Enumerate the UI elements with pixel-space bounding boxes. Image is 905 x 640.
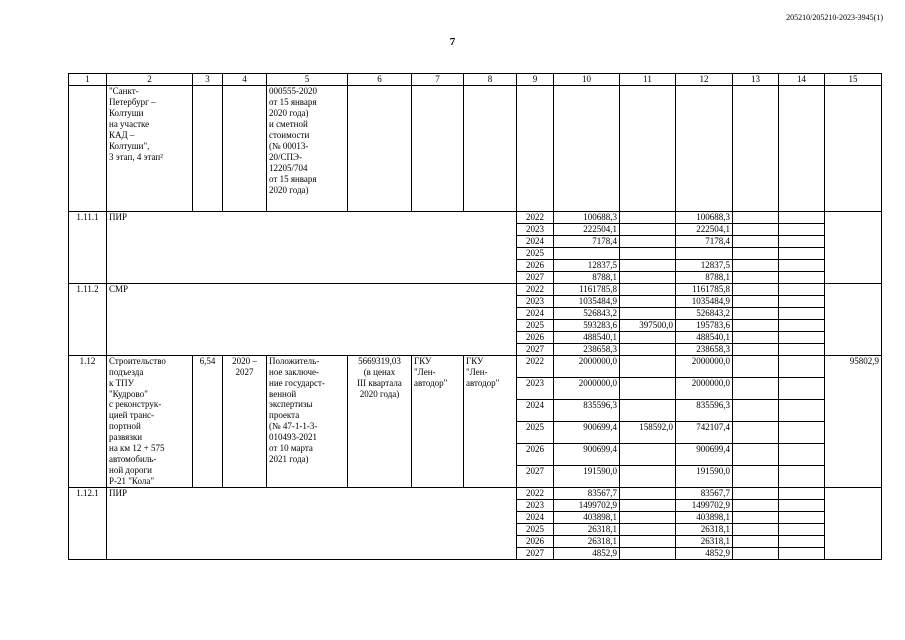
col13-value (733, 548, 779, 560)
federal-value (620, 223, 676, 235)
cont-cell-3 (193, 85, 223, 211)
federal-value (620, 211, 676, 223)
col14-value (779, 536, 825, 548)
total-value: 26318,1 (554, 536, 620, 548)
col14-value (779, 235, 825, 247)
total-value: 2000000,0 (554, 377, 620, 399)
column-header: 6 (348, 74, 412, 86)
item-name: Строительство подъезда к ТПУ "Кудрово" с реконструк- цией транс- портной развязки на км 12 + 575 автомобиль- ной дороги Р-21 "Кола" (107, 355, 193, 488)
cont-cell-7 (412, 85, 464, 211)
item-contractor: ГКУ "Лен- автодор" (464, 355, 517, 488)
year-cell: 2025 (517, 421, 554, 443)
year-cell: 2023 (517, 295, 554, 307)
col13-value (733, 259, 779, 271)
year-cell: 2027 (517, 466, 554, 488)
column-header: 5 (267, 74, 348, 86)
total-value: 1499702,9 (554, 500, 620, 512)
continuation-row (69, 85, 882, 211)
column-header: 15 (825, 74, 882, 86)
total-value: 488540,1 (554, 331, 620, 343)
cont-cell-9 (517, 85, 554, 211)
col14-value (779, 271, 825, 283)
col14-value (779, 211, 825, 223)
cont-cell-10 (554, 85, 620, 211)
col14-value (779, 488, 825, 500)
total-value: 526843,2 (554, 307, 620, 319)
total-value: 900699,4 (554, 421, 620, 443)
year-cell: 2023 (517, 500, 554, 512)
cont-cell-1 (69, 85, 107, 211)
item-col15 (825, 488, 882, 560)
column-header: 8 (464, 74, 517, 86)
page-number: 7 (449, 36, 456, 48)
col14-value (779, 500, 825, 512)
col14-value (779, 399, 825, 421)
year-cell: 2022 (517, 211, 554, 223)
year-cell: 2026 (517, 259, 554, 271)
regional-value: 83567,7 (676, 488, 733, 500)
regional-value: 7178,4 (676, 235, 733, 247)
federal-value (620, 512, 676, 524)
total-value: 1161785,8 (554, 283, 620, 295)
col14-value (779, 377, 825, 399)
cont-cell-11 (620, 85, 676, 211)
col13-value (733, 223, 779, 235)
total-value: 222504,1 (554, 223, 620, 235)
item-document: Положитель- ное заключе- ние государст- венной экспертизы проекта (№ 47-1-1-3- 010493-2021 от 10 марта 2021 года) (267, 355, 348, 488)
federal-value: 397500,0 (620, 319, 676, 331)
regional-value: 8788,1 (676, 271, 733, 283)
column-header: 7 (412, 74, 464, 86)
col14-value (779, 319, 825, 331)
regional-value: 238658,3 (676, 343, 733, 355)
cont-cell-14 (779, 85, 825, 211)
regional-value: 191590,0 (676, 466, 733, 488)
federal-value (620, 488, 676, 500)
year-cell: 2025 (517, 319, 554, 331)
regional-value: 195783,6 (676, 319, 733, 331)
total-value: 8788,1 (554, 271, 620, 283)
federal-value (620, 355, 676, 377)
federal-value (620, 247, 676, 259)
item-cost: 5669319,03 (в ценах III квартала 2020 года) (348, 355, 412, 488)
year-cell: 2023 (517, 377, 554, 399)
federal-value (620, 295, 676, 307)
cont-document-ref: 000555-2020 от 15 января 2020 года) и сметной стоимости (№ 00013- 20/СПЭ- 12205/704 от 15 января 2020 года) (267, 85, 348, 211)
col13-value (733, 271, 779, 283)
item-col15 (825, 283, 882, 355)
regional-value: 835596,3 (676, 399, 733, 421)
total-value: 1035484,9 (554, 295, 620, 307)
regional-value: 26318,1 (676, 536, 733, 548)
federal-value (620, 235, 676, 247)
year-cell: 2026 (517, 536, 554, 548)
col13-value (733, 355, 779, 377)
regional-value: 26318,1 (676, 524, 733, 536)
year-cell: 2022 (517, 355, 554, 377)
federal-value (620, 343, 676, 355)
federal-value (620, 443, 676, 465)
regional-value: 1499702,9 (676, 500, 733, 512)
year-row (69, 283, 882, 295)
regional-value: 403898,1 (676, 512, 733, 524)
col13-value (733, 331, 779, 343)
item-number: 1.12.1 (69, 488, 107, 560)
regional-value: 4852,9 (676, 548, 733, 560)
year-cell: 2027 (517, 343, 554, 355)
col13-value (733, 211, 779, 223)
year-row (69, 211, 882, 223)
col13-value (733, 307, 779, 319)
col13-value (733, 443, 779, 465)
document-reference: 205210/205210-2023-3945(1) (786, 13, 883, 22)
col14-value (779, 295, 825, 307)
year-row (69, 488, 882, 500)
federal-value (620, 524, 676, 536)
item-number: 1.12 (69, 355, 107, 488)
col14-value (779, 247, 825, 259)
year-cell: 2026 (517, 331, 554, 343)
col14-value (779, 512, 825, 524)
col13-value (733, 488, 779, 500)
item-period: 2020 – 2027 (223, 355, 267, 488)
col13-value (733, 283, 779, 295)
cont-cell-13 (733, 85, 779, 211)
federal-value (620, 259, 676, 271)
regional-value: 1161785,8 (676, 283, 733, 295)
total-value: 835596,3 (554, 399, 620, 421)
total-value (554, 247, 620, 259)
cont-object-name: "Санкт- Петербург – Колтуши на участке КАД – Колтуши", 3 этап, 4 этап² (107, 85, 193, 211)
column-header-row (69, 74, 882, 86)
col13-value (733, 319, 779, 331)
col13-value (733, 466, 779, 488)
item-number: 1.11.2 (69, 283, 107, 355)
federal-value (620, 283, 676, 295)
col14-value (779, 331, 825, 343)
year-cell: 2024 (517, 512, 554, 524)
item-name: СМР (107, 283, 517, 355)
year-cell: 2026 (517, 443, 554, 465)
col14-value (779, 307, 825, 319)
item-name: ПИР (107, 211, 517, 283)
regional-value: 12837,5 (676, 259, 733, 271)
federal-value (620, 466, 676, 488)
federal-value (620, 307, 676, 319)
column-header: 12 (676, 74, 733, 86)
federal-value (620, 331, 676, 343)
item-number: 1.11.1 (69, 211, 107, 283)
regional-value: 742107,4 (676, 421, 733, 443)
column-header: 10 (554, 74, 620, 86)
total-value: 12837,5 (554, 259, 620, 271)
regional-value: 100688,3 (676, 211, 733, 223)
col14-value (779, 259, 825, 271)
cont-cell-15 (825, 85, 882, 211)
col13-value (733, 235, 779, 247)
col14-value (779, 443, 825, 465)
total-value: 100688,3 (554, 211, 620, 223)
col13-value (733, 421, 779, 443)
col13-value (733, 247, 779, 259)
year-cell: 2023 (517, 223, 554, 235)
col13-value (733, 377, 779, 399)
column-header: 1 (69, 74, 107, 86)
total-value: 2000000,0 (554, 355, 620, 377)
regional-value (676, 247, 733, 259)
regional-value: 526843,2 (676, 307, 733, 319)
federal-value (620, 548, 676, 560)
item-col15 (825, 211, 882, 283)
col14-value (779, 466, 825, 488)
col14-value (779, 223, 825, 235)
federal-value (620, 271, 676, 283)
year-cell: 2025 (517, 524, 554, 536)
col13-value (733, 536, 779, 548)
col14-value (779, 283, 825, 295)
total-value: 593283,6 (554, 319, 620, 331)
total-value: 83567,7 (554, 488, 620, 500)
year-cell: 2022 (517, 283, 554, 295)
col14-value (779, 421, 825, 443)
year-cell: 2024 (517, 235, 554, 247)
total-value: 26318,1 (554, 524, 620, 536)
year-cell: 2027 (517, 548, 554, 560)
total-value: 191590,0 (554, 466, 620, 488)
col14-value (779, 524, 825, 536)
cont-cell-6 (348, 85, 412, 211)
col14-value (779, 548, 825, 560)
regional-value: 488540,1 (676, 331, 733, 343)
column-header: 3 (193, 74, 223, 86)
total-value: 238658,3 (554, 343, 620, 355)
year-cell: 2027 (517, 271, 554, 283)
total-value: 4852,9 (554, 548, 620, 560)
total-value: 403898,1 (554, 512, 620, 524)
cont-cell-8 (464, 85, 517, 211)
item-customer: ГКУ "Лен- автодор" (412, 355, 464, 488)
column-header: 9 (517, 74, 554, 86)
total-value: 7178,4 (554, 235, 620, 247)
col13-value (733, 500, 779, 512)
item-col15: 95802,9 (825, 355, 882, 488)
regional-value: 2000000,0 (676, 355, 733, 377)
column-header: 4 (223, 74, 267, 86)
regional-value: 1035484,9 (676, 295, 733, 307)
year-cell: 2025 (517, 247, 554, 259)
federal-value (620, 500, 676, 512)
regional-value: 222504,1 (676, 223, 733, 235)
col13-value (733, 343, 779, 355)
year-cell: 2024 (517, 307, 554, 319)
federal-value (620, 536, 676, 548)
col14-value (779, 355, 825, 377)
budget-table (68, 73, 882, 560)
col13-value (733, 399, 779, 421)
col14-value (779, 343, 825, 355)
column-header: 13 (733, 74, 779, 86)
federal-value (620, 377, 676, 399)
total-value: 900699,4 (554, 443, 620, 465)
regional-value: 2000000,0 (676, 377, 733, 399)
cont-cell-12 (676, 85, 733, 211)
column-header: 11 (620, 74, 676, 86)
year-cell: 2024 (517, 399, 554, 421)
col13-value (733, 512, 779, 524)
federal-value (620, 399, 676, 421)
item-name: ПИР (107, 488, 517, 560)
col13-value (733, 524, 779, 536)
year-row (69, 355, 882, 377)
col13-value (733, 295, 779, 307)
item-length: 6,54 (193, 355, 223, 488)
regional-value: 900699,4 (676, 443, 733, 465)
cont-cell-4 (223, 85, 267, 211)
federal-value: 158592,0 (620, 421, 676, 443)
column-header: 2 (107, 74, 193, 86)
year-cell: 2022 (517, 488, 554, 500)
column-header: 14 (779, 74, 825, 86)
